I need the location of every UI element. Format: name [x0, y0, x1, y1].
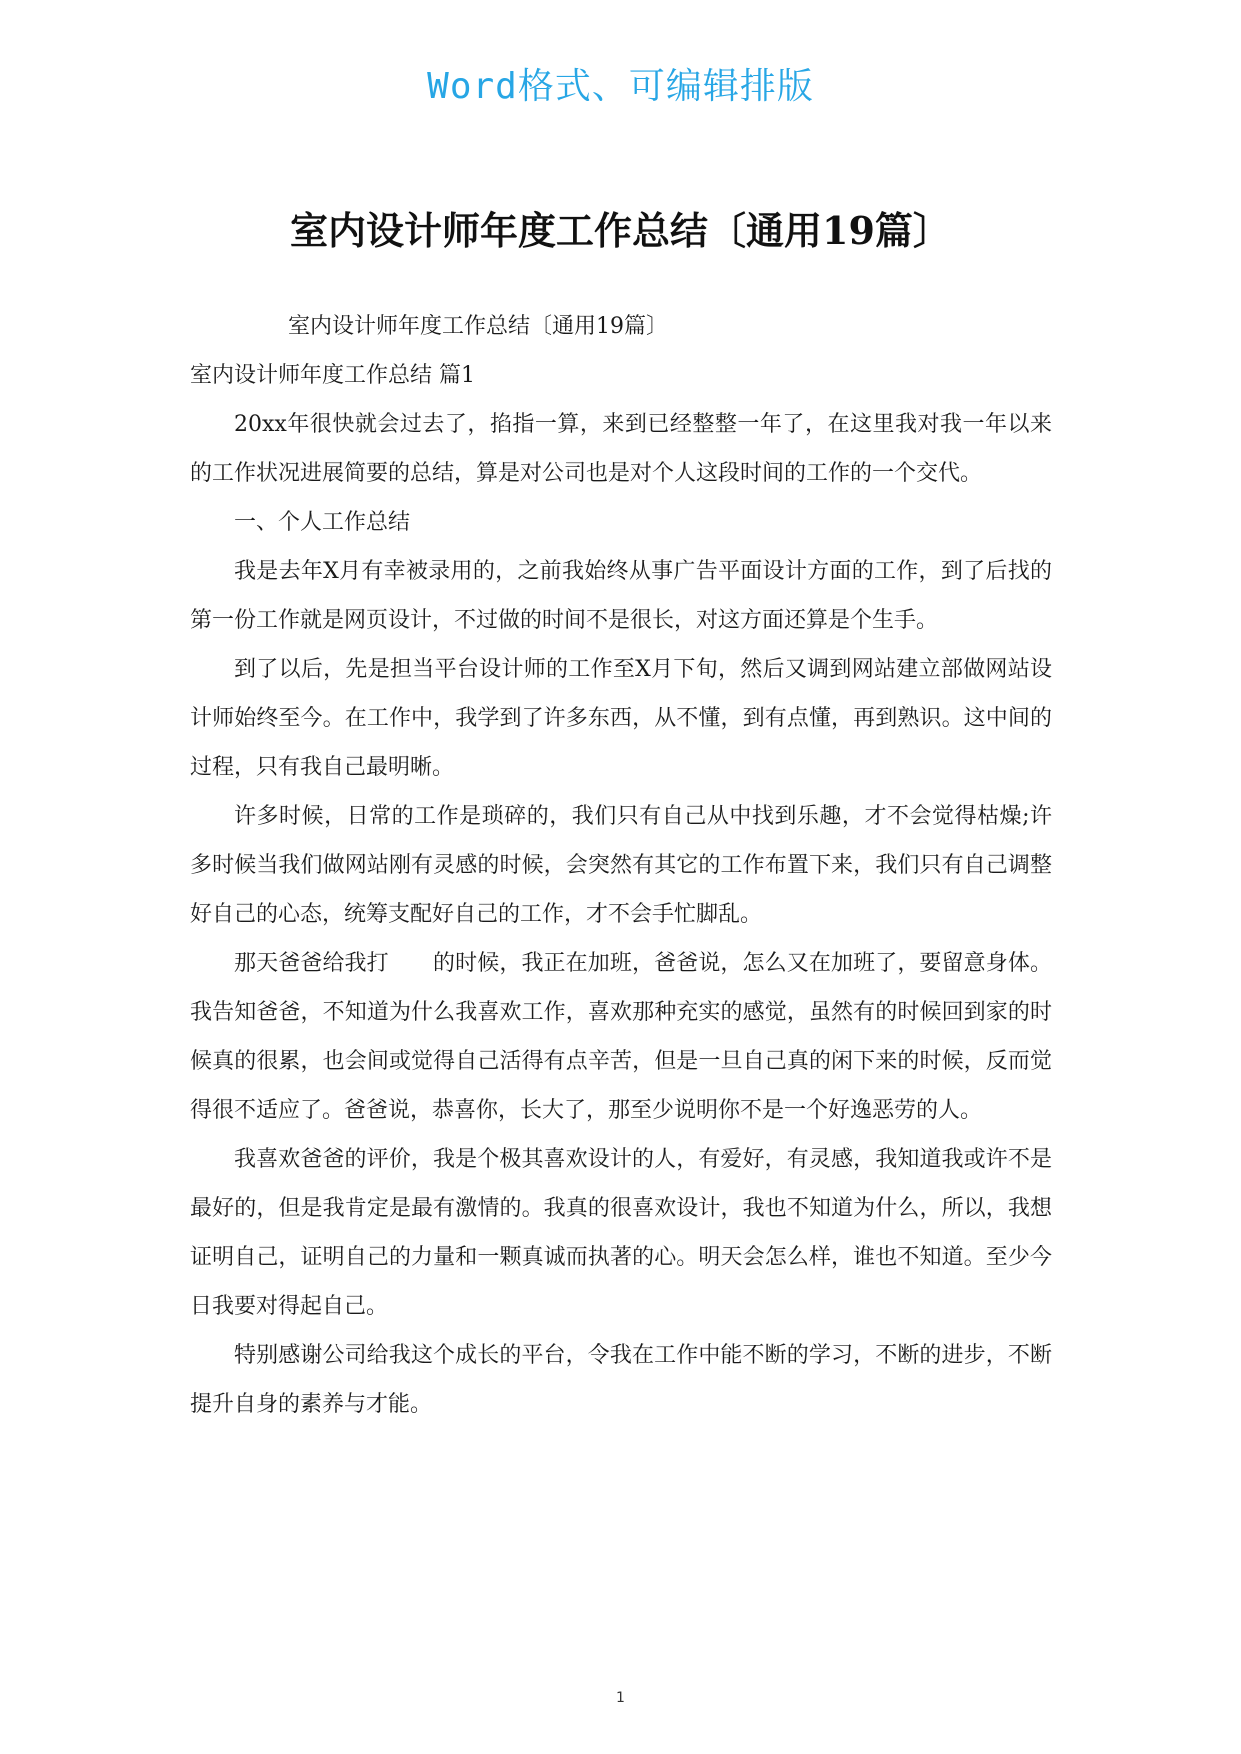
paragraph: 那天爸爸给我打 的时候，我正在加班，爸爸说，怎么又在加班了，要留意身体。我告知爸爸，不知道为什么我喜欢工作，喜欢那种充实的感觉，虽然有的时候回到家的时候真的很累，也会间或觉得自己活得有点辛苦，但是一旦自己真的闲下来的时候，反而觉得很不适应了。爸爸说，恭喜你，长大了，那至少说明你不是一个好逸恶劳的人。: [190, 951, 1052, 1123]
paragraph: 一、个人工作总结: [234, 510, 411, 535]
page-number: 1: [616, 1690, 625, 1706]
document-body: [190, 302, 1052, 1429]
paragraph: 到了以后，先是担当平台设计师的工作至X月下旬，然后又调到网站建立部做网站设计师始终至今。在工作中，我学到了许多东西，从不懂，到有点懂，再到熟识。这中间的过程，只有我自己最明晰。: [190, 657, 1052, 780]
watermark-banner: Word格式、可编辑排版: [427, 66, 814, 107]
paragraph: 20xx年很快就会过去了，掐指一算，来到已经整整一年了，在这里我对我一年以来的工作状况进展简要的总结，算是对公司也是对个人这段时间的工作的一个交代。: [190, 412, 1052, 486]
document-subtitle: 室内设计师年度工作总结〔通用19篇〕: [288, 314, 668, 339]
section-heading: 室内设计师年度工作总结 篇1: [190, 363, 475, 388]
paragraph: 我喜欢爸爸的评价，我是个极其喜欢设计的人，有爱好，有灵感，我知道我或许不是最好的，但是我肯定是最有激情的。我真的很喜欢设计，我也不知道为什么，所以，我想证明自己，证明自己的力量和一颗真诚而执著的心。明天会怎么样，谁也不知道。至少今日我要对得起自己。: [190, 1147, 1052, 1319]
document-title: 室内设计师年度工作总结〔通用19篇〕: [290, 208, 951, 253]
paragraph: 特别感谢公司给我这个成长的平台，令我在工作中能不断的学习，不断的进步，不断提升自身的素养与才能。: [190, 1343, 1052, 1417]
paragraph: 我是去年X月有幸被录用的，之前我始终从事广告平面设计方面的工作，到了后找的第一份工作就是网页设计，不过做的时间不是很长，对这方面还算是个生手。: [190, 559, 1052, 633]
paragraph: 许多时候，日常的工作是琐碎的，我们只有自己从中找到乐趣，才不会觉得枯燥;许多时候当我们做网站刚有灵感的时候，会突然有其它的工作布置下来，我们只有自己调整好自己的心态，统筹支配好自己的工作，才不会手忙脚乱。: [190, 804, 1052, 927]
